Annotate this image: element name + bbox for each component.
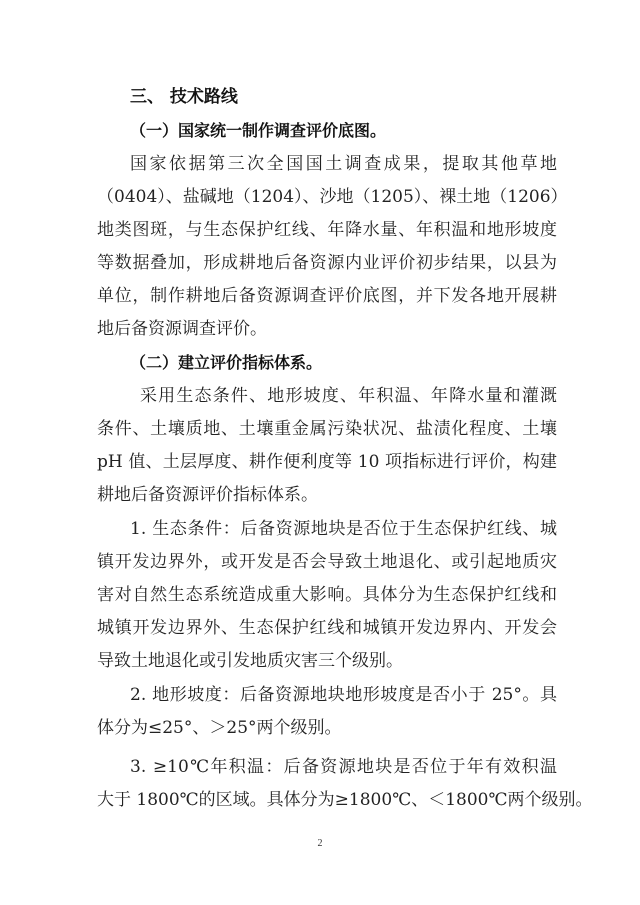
- list-item-line: 2. 地形坡度：后备资源地块地形坡度是否小于 25°。具: [130, 685, 557, 705]
- subsection-1-heading: （一）国家统一制作调查评价底图。: [130, 121, 387, 140]
- paragraph-line: （0404）、盐碱地（1204）、沙地（1205）、裸土地（1206）: [97, 187, 568, 207]
- list-item-line: 大于 1800℃的区域。具体分为≥1800℃、＜1800℃两个级别。: [97, 790, 593, 810]
- section-heading: 三、 技术路线: [130, 87, 238, 107]
- list-item-line: 1. 生态条件：后备资源地块是否位于生态保护红线、城: [130, 519, 557, 539]
- list-item-line: 体分为≤25°、＞25°两个级别。: [97, 718, 342, 738]
- paragraph-line: 单位，制作耕地后备资源调查评价底图，并下发各地开展耕: [97, 286, 557, 306]
- list-item-line: 害对自然生态系统造成重大影响。具体分为生态保护红线和: [97, 585, 557, 605]
- list-item-line: 镇开发边界外，或开发是否会导致土地退化、或引起地质灾: [97, 552, 557, 572]
- paragraph-line: 耕地后备资源评价指标体系。: [97, 485, 318, 505]
- list-item-line: 3. ≥10℃年积温：后备资源地块是否位于年有效积温: [130, 757, 557, 777]
- list-item-line: 城镇开发边界外、生态保护红线和城镇开发边界内、开发会: [97, 618, 557, 638]
- page-number: 2: [317, 838, 323, 849]
- list-item-line: 导致土地退化或引发地质灾害三个级别。: [97, 651, 403, 671]
- paragraph-line: pH 值、土层厚度、耕作便利度等 10 项指标进行评价，构建: [97, 452, 557, 472]
- subsection-2-heading: （二）建立评价指标体系。: [130, 353, 323, 372]
- paragraph-line: 等数据叠加，形成耕地后备资源内业评价初步结果，以县为: [97, 253, 557, 273]
- paragraph-line: 地后备资源调查评价。: [97, 319, 267, 339]
- paragraph-line: 国家依据第三次全国国土调查成果，提取其他草地: [130, 154, 557, 174]
- paragraph-line: 地类图斑，与生态保护红线、年降水量、年积温和地形坡度: [97, 220, 557, 240]
- paragraph-line: 条件、土壤质地、土壤重金属污染状况、盐渍化程度、土壤: [97, 419, 557, 439]
- paragraph-line: 采用生态条件、地形坡度、年积温、年降水量和灌溉: [140, 386, 557, 406]
